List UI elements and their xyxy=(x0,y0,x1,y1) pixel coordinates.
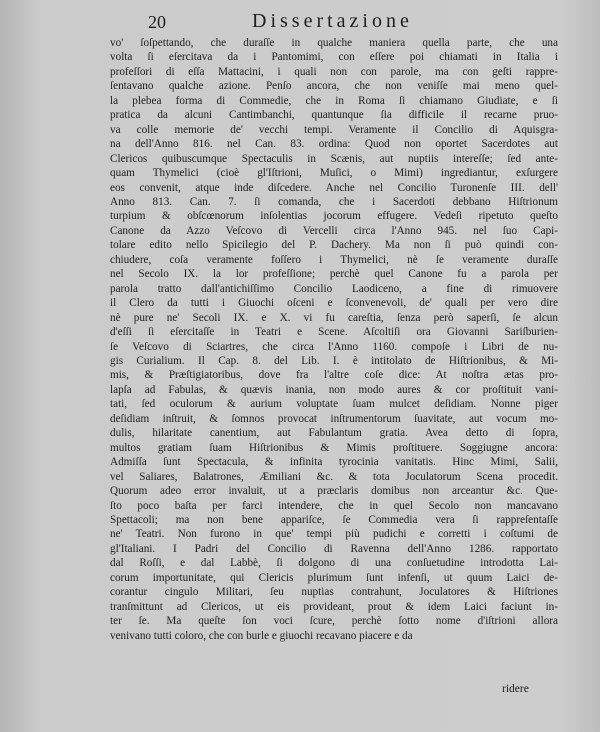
text-line: chiudere, coſa veramente foſſero i Thymelici, nè ſe veramente duraſſe xyxy=(110,253,558,266)
text-line: Admiſſa ſunt Spectacula, & infinita tyrocinia vanitatis. Hinc Mimi, Salii, xyxy=(110,456,558,469)
text-line: lapſa ad Fabulas, & quævis inania, non modo aures & cor proſtituit vani- xyxy=(110,383,558,396)
text-line: quam Thymelici (cioè gl'Iſtrioni, Muſici, o Mimi) ingrediantur, exſurgere xyxy=(110,167,558,180)
text-line: ne' Teatri. Non furono in que' tempi più pudichi e corretti i coſtumi de xyxy=(110,528,558,541)
text-line: Anno 813. Can. 7. ſi comanda, che i Sacerdoti debbano Hiſtrionum xyxy=(110,195,558,208)
text-line: vel Saliares, Balatrones, Æmiliani &c. & tota Joculatorum Scena procedit. xyxy=(110,470,558,483)
text-line: vo' ſoſpettando, che duraſſe in qualche maniera quella parte, che una xyxy=(110,37,558,49)
text-line: corum importunitate, qui Clericis plurimum ſunt infenſi, ut quum Laici de- xyxy=(110,571,558,584)
text-line: Quorum adeo error invaluit, ut a præclaris domibus non arceantur &c. Que- xyxy=(110,485,558,498)
page-header xyxy=(148,6,568,32)
text-line: corantur cingulo Militari, ſeu nuptias contrahunt, Joculatores & Hiſtriones xyxy=(110,586,558,599)
text-line: ſentavano qualche azione. Penſo ancora, che non veniſſe mai meno quel- xyxy=(110,80,558,93)
text-line: dal Roſſi, e dal Labbè, ſi dolgono di una conſuetudine introdotta Lai- xyxy=(110,557,558,570)
text-line: dulis, hilaritate canentium, aut Fabulantum gratia. Avea detto di ſopra, xyxy=(110,427,558,440)
text-line: parola tratto dall'antichiſſimo Concilio Laodiceno, a fine di rimuovere xyxy=(110,282,558,295)
text-line: turpium & obſcœnorum inſolentias jocorum effugere. Vedeſi ripetuto queſto xyxy=(110,210,558,223)
text-line: volta ſi eſercitava da i Pantomimi, con eſſere poi chiamati in Italia i xyxy=(110,51,558,64)
text-line: na dell'Anno 816. nel Can. 83. ordina: Quod non oportet Sacerdotes aut xyxy=(110,138,558,151)
body-text xyxy=(110,36,558,643)
text-line: mis, & Præſtigiatoribus, dove fra l'altre coſe dice: At noſtra ætas pro- xyxy=(110,369,558,382)
text-line: venivano tutti coloro, che con burle e giuochi recavano piacere e da xyxy=(110,629,413,642)
text-line: tolare edito nello Spicilegio del P. Dachery. Ma non ſi può quindi con- xyxy=(110,239,558,252)
text-line: eos convenit, atque inde diſcedere. Anche nel Concilio Turonenſe III. dell' xyxy=(110,181,558,194)
text-line: multos gratiam ſuam Hiſtrionibus & Mimis proſtituere. Soggiugne ancora: xyxy=(110,441,558,454)
text-line: ter ſe. Ma queſte ſon voci ſcure, perchè ſotto nome d'iſtrioni allora xyxy=(110,615,558,628)
text-line: tranſmittunt ad Clericos, ut eis provideant, prout & idem Laici faciunt in- xyxy=(110,600,558,613)
text-line: ſe Veſcovo di Sciartres, che circa l'Anno 1160. compoſe i Libri de nu- xyxy=(110,340,558,353)
text-line: ſto poco baſta per farci intendere, che in quel Secolo non mancavano xyxy=(110,499,558,512)
text-line: il Clero da tutti i Giuochi oſceni e ſconvenevoli, de' quali per vero dire xyxy=(110,297,558,310)
running-title: Dissertazione xyxy=(252,10,413,32)
text-line: va colle memorie de' vecchi tempi. Veramente il Concilio di Aquisgra- xyxy=(110,123,558,136)
text-line: Spettacoli; ma non bene appariſce, ſe Commedia vera ſi rappreſentaſſe xyxy=(110,513,558,526)
text-line: nè pure ne' Secoli IX. e X. vi fu careſtia, ſenza però saperſi, ſe alcun xyxy=(110,311,558,324)
text-line: Canone da Azzo Veſcovo di Vercelli circa l'Anno 945. nel ſuo Capi- xyxy=(110,224,558,237)
text-line: gl'Italiani. I Padri del Concilio di Ravenna dell'Anno 1286. rapportato xyxy=(110,542,558,555)
text-line: gis Curialium. Il Cap. 8. del Lib. I. è intitolato de Hiſtrionibus, & Mi- xyxy=(110,354,558,367)
text-line: nel Secolo IX. la lor profeſſione; perchè quel Canone fu a parola per xyxy=(110,268,558,281)
text-line: profeſſori di eſſa Mattacini, i quali non con parole, ma con geſti rappre- xyxy=(110,65,558,78)
text-line: Clericos quibuscumque Spectaculis in Scænis, aut nuptiis intereſſe; ſed ante- xyxy=(110,152,558,165)
text-line: la plebea forma di Commedie, che in Roma ſi chiamano Giudiate, e ſi xyxy=(110,94,558,107)
text-line: deſidiam inſtruit, & ſomnos provocat inſtrumentorum ſuavitate, aut vocum mo- xyxy=(110,412,558,425)
text-line: pratica da alcuni Cantimbanchi, quantunque ſia difficile il recarne pruo- xyxy=(110,109,558,122)
catchword: ridere xyxy=(502,683,529,695)
text-line: tati, ſed oculorum & aurium voluptate ſuam mulcet deſidiam. Nonne piger xyxy=(110,398,558,411)
page-number: 20 xyxy=(148,12,166,32)
text-line: d'eſſi ſi eſercitaſſe in Teatri e Scene. Aſcoltiſi ora Giovanni Sariſburien- xyxy=(110,326,558,339)
